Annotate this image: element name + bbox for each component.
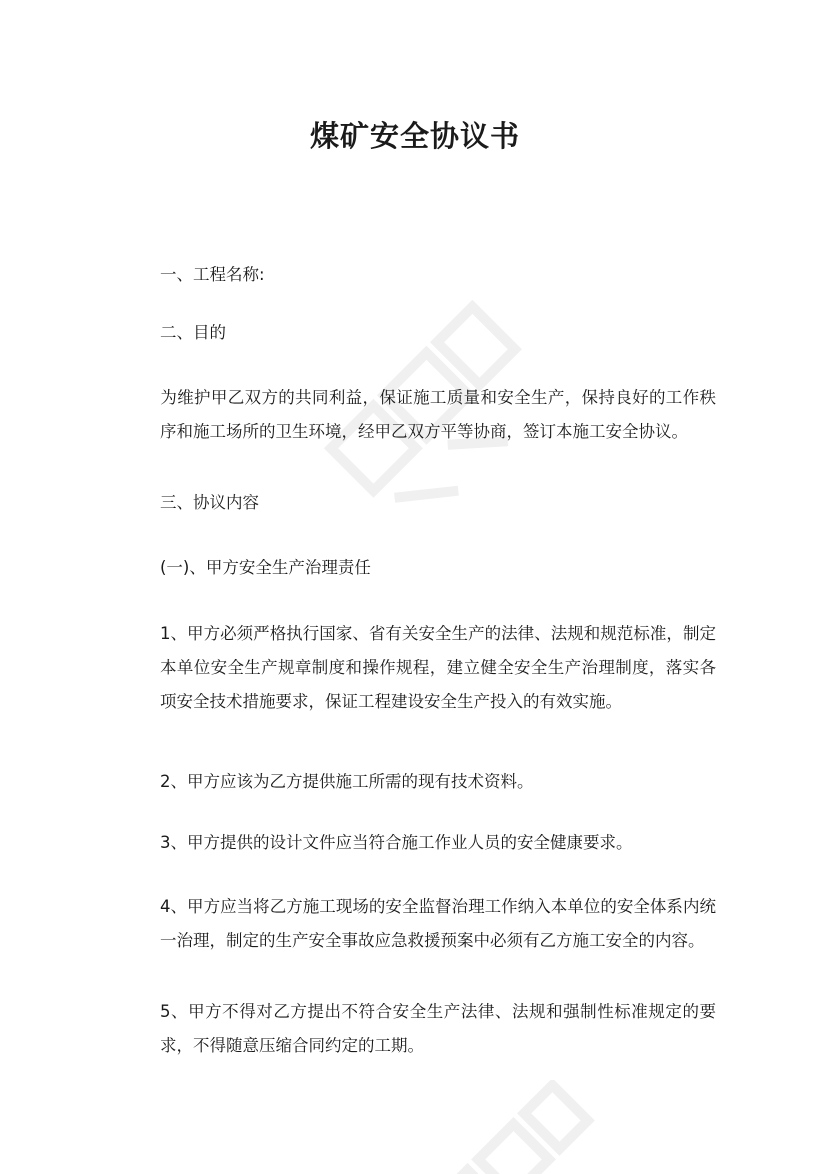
clause-3: 3、甲方提供的设计文件应当符合施工作业人员的安全健康要求。: [160, 833, 633, 852]
subsection-party-a-responsibility: (一)、甲方安全生产治理责任: [160, 558, 371, 577]
clause-4: 4、甲方应当将乙方施工现场的安全监督治理工作纳入本单位的安全体系内统一治理，制定的生产安全事故应急救援预案中必须有乙方施工安全的内容。: [160, 897, 716, 950]
clause-2: 2、甲方应该为乙方提供施工所需的现有技术资料。: [160, 772, 534, 791]
clause-5: 5、甲方不得对乙方提出不符合安全生产法律、法规和强制性标准规定的要求，不得随意压缩合同约定的工期。: [160, 1002, 716, 1055]
section-purpose-heading: 二、目的: [160, 323, 226, 342]
clause-1: 1、甲方必须严格执行国家、省有关安全生产的法律、法规和规范标准，制定本单位安全生产规章制度和操作规程，建立健全安全生产治理制度，落实各项安全技术措施要求，保证工程建设安全生产投入的有效实施。: [160, 624, 716, 711]
section-project-name: 一、工程名称:: [160, 265, 265, 284]
section-agreement-content-heading: 三、协议内容: [160, 493, 259, 512]
document-title: 煤矿安全协议书: [309, 119, 520, 153]
purpose-paragraph: 为维护甲乙双方的共同利益，保证施工质量和安全生产，保持良好的工作秩序和施工场所的卫生环境，经甲乙双方平等协商，签订本施工安全协议。: [160, 388, 716, 441]
